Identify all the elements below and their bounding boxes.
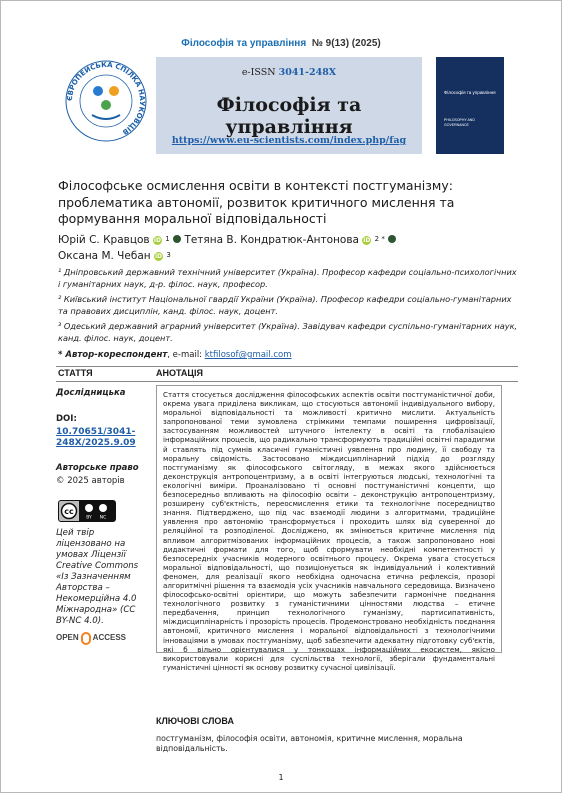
copyright-year: © 2025 авторів [56,476,125,486]
author-sup: 3 [166,251,171,259]
section-abstract-label: АНОТАЦІЯ [156,368,203,378]
oa-access-text: ACCESS [92,633,127,642]
issn-number: 3041-248X [278,67,337,78]
section-article-label: СТАТТЯ [58,368,93,378]
author-name: Оксана М. Чебан [58,250,151,262]
issn-label: e-ISSN [241,67,276,78]
journal-cover-image [436,57,504,154]
researcher-icon[interactable] [388,235,396,243]
logo-text: ЄВРОПЕЙСЬКА СПІЛКА НАУКОВЦІВ [65,60,147,137]
corr-email-label: , e-mail: [167,350,205,360]
cover-title: Філософія та управління [444,90,496,95]
open-access-lock-icon [81,632,91,645]
author-name: Тетяна В. Кондратюк-Антонова [184,234,359,246]
orcid-icon[interactable]: iD [153,237,161,244]
license-text: Цей твір ліцензовано на умовах Ліцензії Creative Commons «Із Зазначенням Авторства – Некомерційна 4.0 Міжнародна» (CC BY-NC 4.0). [56,528,139,626]
authors-line-1 [58,234,396,246]
abstract-text: Стаття стосується дослідження філософських аспектів освіти постгуманістичної доби, окрема увага приділена викликам, що стосуються автономії індивідуального вибору, моральної відповідальності та можливості критично мислити. Актуальність запропонованої теми зумовлена стрімкими темпами поширення цифровізації, застосуванням можливостей штучного інтелекту в освіті та глобалізацією інформаційних процесів, що радикально трансформують традиційні освітні парадигми й ставлять під сумнів класичні гуманістичні уявлення про людину, її свободу та моральну свідомість. Застосовано міждисциплінарний підхід до розгляду постгуманізму як філософського світогляду, в межах якого здійснюється деконструкція антропоцентризму, а в освіті інтегруються людські, технологічні та екологічні виміри. Проаналізовано ті основні постгуманістичні концепти, що безпосередньо впливають на філософію освіти – деконструкцію антропоцентризму, розширену суб'єктність, переосмислення етики та технологічне посередництво знання. Підтверджено, що під час взаємодії людини з алгоритмами, традиційне уявлення про автономію трансформується і проходить шлях від суверенної до реляційної та розподіленої. Досліджено, як змінюється критичне мислення під впливом алгоритмізованих інформаційних процесів, а також запропоновано нові дидактичні формати для того, щоб сформувати необхідні компетентності у безпосередніх учасників модерного освітнього процесу. Окрема увага стосується моральної відповідальності, що позиціонується як індивідуальний і колективний феномен, для реалізації якого необхідна одночасна етична рефлексія, прозорі алгоритмічні рішення та взаємодія усіх учасників навчального середовища. Визначено філософсько-освітні орієнтири, що можуть забезпечити гармонічне поєднання технологічного розвитку з гуманістичними цінностями людства – етичне передбачення, принцип технологічного гуманізму, партисипативність, міждисциплінарність і прозорість процесів. Продемонстровано необхідність поєднання автономії, критичного мислення і моральної відповідальності з технологічними інноваціями в умовах постгуманізму, щоб забезпечити адекватну підготовку суб'єктів, які б вільно орієнтувалися у тонкощах інформаційних екосистем, якісно використовували корисні для суспільства технології, зберігали фундаментальні гуманістичні цінності як основу розвитку сучасної цивілізації. [156,385,502,653]
doi-link[interactable]: 10.70651/3041-248X/2025.9.09 [56,427,136,448]
svg-text:NC: NC [99,515,107,521]
section-header-bar [56,366,518,382]
orcid-icon[interactable]: iD [154,253,162,260]
affiliation-3: ³ Одеський державний аграрний університет (Україна). Завідувач кафедри суспільно-гуманітарних наук, канд. філос. наук, доцент. [58,321,518,343]
keywords-text: постгуманізм, філософія освіти, автономія, критичне мислення, моральна відповідальність. [156,734,463,753]
journal-title: Філософія та управління [216,94,362,138]
journal-header [0,38,562,49]
author-name: Юрій С. Кравцов [58,234,150,246]
researcher-icon[interactable] [173,235,181,243]
affiliation-1: ¹ Дніпровський державний технічний університет (Україна). Професор кафедри соціально-психологічних і гуманітарних наук, д-р. філос. наук, професор. [58,267,517,289]
cc-license-icon[interactable] [58,500,116,522]
cover-subtitle: PHILOSOPHY AND GOVERNANCE [444,118,475,127]
union-logo-icon [62,57,150,145]
journal-name: Філософія та управління [181,38,307,49]
issn [156,67,422,78]
svg-text:cc: cc [64,507,74,516]
copyright-label: Авторське право [56,463,139,473]
open-access-badge [56,632,126,645]
journal-url-link[interactable]: https://www.eu-scientists.com/index.php/fag [171,135,407,146]
article-type: Дослідницька [56,388,126,398]
affiliation-2: ² Київський інститут Національної гвардії України (Україна). Професор кафедри соціально-гуманітарних та правових дисциплін, канд. філос. наук, доцент. [58,294,512,316]
authors-line-2 [58,250,171,262]
orcid-icon[interactable]: iD [363,237,371,244]
author-sup: 2 * [374,235,385,243]
corresponding-author [58,350,292,360]
oa-open-text: OPEN [56,633,79,642]
page-number: 1 [278,773,284,782]
doi-label: DOI: [56,414,77,424]
corr-email-link[interactable]: ktfilosof@gmail.com [204,350,292,360]
svg-text:BY: BY [86,515,92,521]
author-sup: 1 [165,235,170,243]
article-title: Філософське осмислення освіти в контексті постгуманізму: проблематика автономії, розвиток критичного мислення та формування моральної відповідальності [58,178,455,226]
journal-issue: № 9(13) (2025) [311,38,381,49]
corr-label: * Автор-кореспондент [58,350,168,360]
keywords-heading: КЛЮЧОВІ СЛОВА [156,716,234,726]
